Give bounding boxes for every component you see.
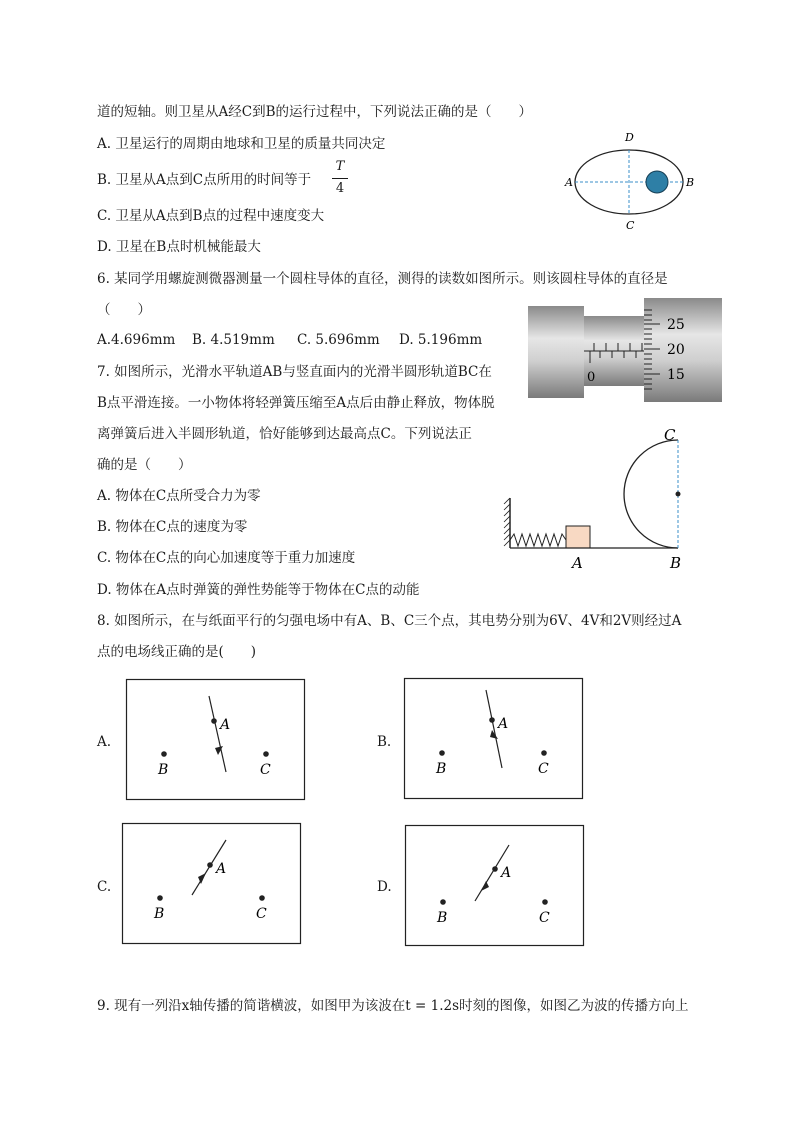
svg-text:B: B <box>154 906 165 922</box>
point-a <box>207 862 213 868</box>
point-b <box>439 750 445 756</box>
q8-stem-line2: 点的电场线正确的是( ) <box>97 644 257 660</box>
q5-fraction-bar <box>332 178 348 179</box>
q8-panel-b <box>404 678 584 800</box>
q8-panel-d-label: D. <box>377 879 392 895</box>
q6-stem-line2: （ ） <box>97 302 151 318</box>
svg-text:A: A <box>498 716 509 732</box>
label-a: A <box>572 554 583 572</box>
q9-stem-line1: 9. 现有一列沿x轴传播的简谐横波，如图甲为该波在t = 1.2s时刻的图像，如图乙为波的传播方向上 <box>97 998 689 1014</box>
q5-option-b: B. 卫星从A点到C点所用的时间等于 <box>97 172 312 188</box>
label-b: B <box>670 554 682 572</box>
label-c: C <box>626 219 635 232</box>
point-b <box>161 751 167 757</box>
q5-stem-tail: 道的短轴。则卫星从A经C到B的运行过程中，下列说法正确的是（ ） <box>97 104 532 120</box>
q7-option-a: A. 物体在C点所受合力为零 <box>97 488 261 504</box>
thimble-label-20: 20 <box>667 342 685 358</box>
label-d: D <box>625 131 634 144</box>
label-b: B <box>686 176 695 189</box>
q8-panel-c <box>122 823 302 945</box>
svg-text:A: A <box>216 861 227 877</box>
label-c: C <box>664 426 676 444</box>
q8-panel-c-label: C. <box>97 879 112 895</box>
q8-panel-d <box>405 825 585 947</box>
q7-stem-line2: B点平滑连接。一小物体将轻弹簧压缩至A点后由静止释放，物体脱 <box>97 395 495 411</box>
center-dot <box>676 492 681 497</box>
svg-text:B: B <box>436 761 447 777</box>
svg-text:B: B <box>158 762 169 778</box>
q5-orbit-figure <box>560 125 700 235</box>
block <box>566 526 590 548</box>
point-b <box>440 899 446 905</box>
point-a <box>489 717 495 723</box>
q7-stem-line3: 离弹簧后进入半圆形轨道，恰好能够到达最高点C。下列说法正 <box>97 426 472 442</box>
q7-track-figure <box>500 422 740 572</box>
q8-panel-a <box>126 679 306 801</box>
svg-text:C: C <box>538 761 549 777</box>
q5-option-c: C. 卫星从A点到B点的过程中速度变大 <box>97 208 325 224</box>
q6-option-b: B. 4.519mm <box>192 332 275 348</box>
point-a <box>211 718 217 724</box>
point-c <box>259 895 265 901</box>
svg-text:A: A <box>501 865 512 881</box>
q7-option-d: D. 物体在A点时弹簧的弹性势能等于物体在C点的动能 <box>97 582 420 598</box>
sleeve-zero-label: 0 <box>587 370 596 385</box>
wall-hatch <box>504 498 510 546</box>
q7-stem-line4: 确的是（ ） <box>97 457 192 473</box>
q6-option-d: D. 5.196mm <box>399 332 483 348</box>
q7-option-c: C. 物体在C点的向心加速度等于重力加速度 <box>97 550 356 566</box>
q6-option-c: C. 5.696mm <box>297 332 380 348</box>
thimble-label-25: 25 <box>667 317 685 333</box>
svg-text:C: C <box>256 906 267 922</box>
point-b <box>157 895 163 901</box>
svg-text:A: A <box>220 717 231 733</box>
point-c <box>263 751 269 757</box>
q6-option-a: A.4.696mm <box>97 332 176 348</box>
point-a <box>492 866 498 872</box>
thimble-label-15: 15 <box>667 367 685 383</box>
semicircle-track <box>624 440 678 548</box>
svg-text:C: C <box>260 762 271 778</box>
q6-stem-line1: 6. 某同学用螺旋测微器测量一个圆柱导体的直径，测得的读数如图所示。则该圆柱导体的直径是 <box>97 271 668 287</box>
q7-stem-line1: 7. 如图所示，光滑水平轨道AB与竖直面内的光滑半圆形轨道BC在 <box>97 364 492 380</box>
earth-icon <box>646 171 668 193</box>
q5-fraction-denominator: 4 <box>335 181 345 196</box>
q8-panel-b-label: B. <box>377 734 392 750</box>
q8-panel-a-label: A. <box>97 734 112 750</box>
point-c <box>542 899 548 905</box>
svg-text:B: B <box>437 910 448 926</box>
q7-option-b: B. 物体在C点的速度为零 <box>97 519 248 535</box>
q5-option-a: A. 卫星运行的周期由地球和卫星的质量共同决定 <box>97 136 386 152</box>
svg-text:C: C <box>539 910 550 926</box>
point-c <box>541 750 547 756</box>
q6-micrometer-figure <box>528 296 724 406</box>
label-a: A <box>565 176 573 189</box>
anvil <box>528 306 584 398</box>
q5-fraction-numerator: T <box>335 159 345 174</box>
spring <box>510 534 566 546</box>
q8-stem-line1: 8. 如图所示，在与纸面平行的匀强电场中有A、B、C三个点，其电势分别为6V、4V和2V则经过A <box>97 613 682 629</box>
q5-option-d: D. 卫星在B点时机械能最大 <box>97 239 261 255</box>
